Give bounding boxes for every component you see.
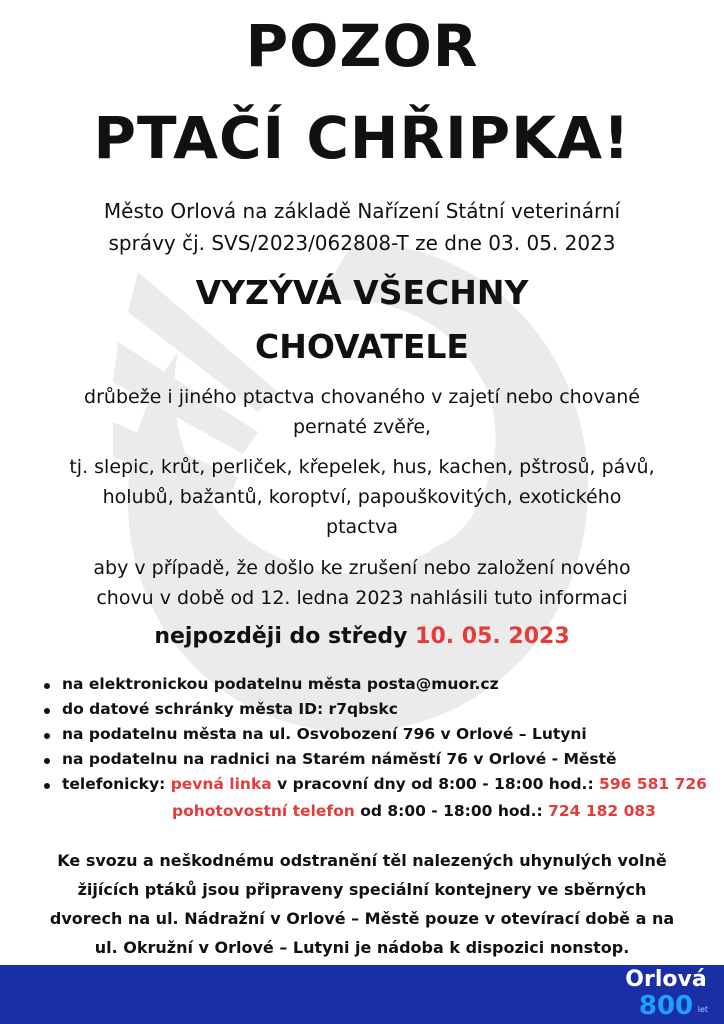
submission-options (28, 672, 718, 797)
headline-bird-flu: PTAČÍ CHŘIPKA! (93, 104, 631, 172)
option-town-hall: na podatelnu na radnici na Starém náměstí 76 v Orlové - Městě (28, 747, 718, 772)
option-emergency-phone: pohotovostní telefon od 8:00 - 18:00 hod.: 724 182 083 (172, 802, 656, 820)
disposal-note: Ke svozu a neškodnému odstranění těl nalezených uhynulých volně žijících ptáků jsou připraveny speciální kontejnery ve sběrných dvorech na ul. Nádražní v Orlové – Městě pouze v otevírací době a na ul. Okružní v Orlové – Lutyni je nádoba k dispozici nonstop. (49, 851, 675, 957)
logo-city: Orlová (625, 967, 707, 992)
appeal-line-1: VYZÝVÁ VŠECHNY (195, 273, 529, 312)
bullet-icon (44, 708, 50, 714)
bullet-icon (44, 683, 50, 689)
species-line-1: tj. slepic, krůt, perliček, křepelek, hus, kachen, pštrosů, pávů, (69, 456, 655, 478)
logo-number: 800 let (618, 992, 714, 1020)
footer-bar (0, 965, 724, 1024)
emergency-phone-label: pohotovostní telefon (172, 802, 355, 820)
species-line-3: ptactva (326, 516, 398, 538)
deadline-label: nejpozději do středy (154, 624, 416, 649)
request-line-2: chovu v době od 12. ledna 2023 nahlásili tuto informaci (96, 587, 628, 609)
intro-line-1: Město Orlová na základě Nařízení Státní veterinární (103, 199, 621, 223)
option-lutyne-office: na podatelnu města na ul. Osvobození 796 v Orlové – Lutyni (28, 722, 718, 747)
poultry-line-1: drůbeže i jiného ptactva chovaného v zajetí nebo chované (84, 386, 640, 408)
lutyne-address: Osvobození 796 v Orlové – Lutyni (296, 725, 587, 743)
town-hall-address: Starém náměstí 76 v Orlové - Městě (302, 750, 617, 768)
bullet-icon (44, 758, 50, 764)
deadline (0, 624, 724, 649)
data-box-id: r7qbskc (328, 700, 398, 718)
landline-number: 596 581 726 (599, 775, 707, 793)
email-address: posta@muor.cz (366, 675, 499, 693)
deadline-date: 10. 05. 2023 (415, 624, 570, 649)
bullet-icon (44, 733, 50, 739)
option-email: na elektronickou podatelnu města posta@muor.cz (28, 672, 718, 697)
logo-suffix: let (697, 1005, 708, 1014)
poultry-line-2: pernaté zvěře, (292, 416, 432, 438)
orlova-800-logo (618, 968, 714, 1022)
request-line-1: aby v případě, že došlo ke zrušení nebo založení nového (93, 557, 631, 579)
headline-warning: POZOR (245, 12, 479, 80)
emergency-phone-number: 724 182 083 (548, 802, 656, 820)
bullet-icon (44, 783, 50, 789)
option-data-box: do datové schránky města ID: r7qbskc (28, 697, 718, 722)
species-line-2: holubů, bažantů, koroptví, papouškovitých, exotického (102, 486, 622, 508)
landline-label: pevná linka (170, 775, 272, 793)
intro-line-2: správy čj. SVS/2023/062808-T ze dne 03. 05. 2023 (108, 231, 616, 255)
option-phone: telefonicky: pevná linka v pracovní dny od 8:00 - 18:00 hod.: 596 581 726 (28, 772, 718, 797)
appeal-line-2: CHOVATELE (255, 327, 469, 366)
